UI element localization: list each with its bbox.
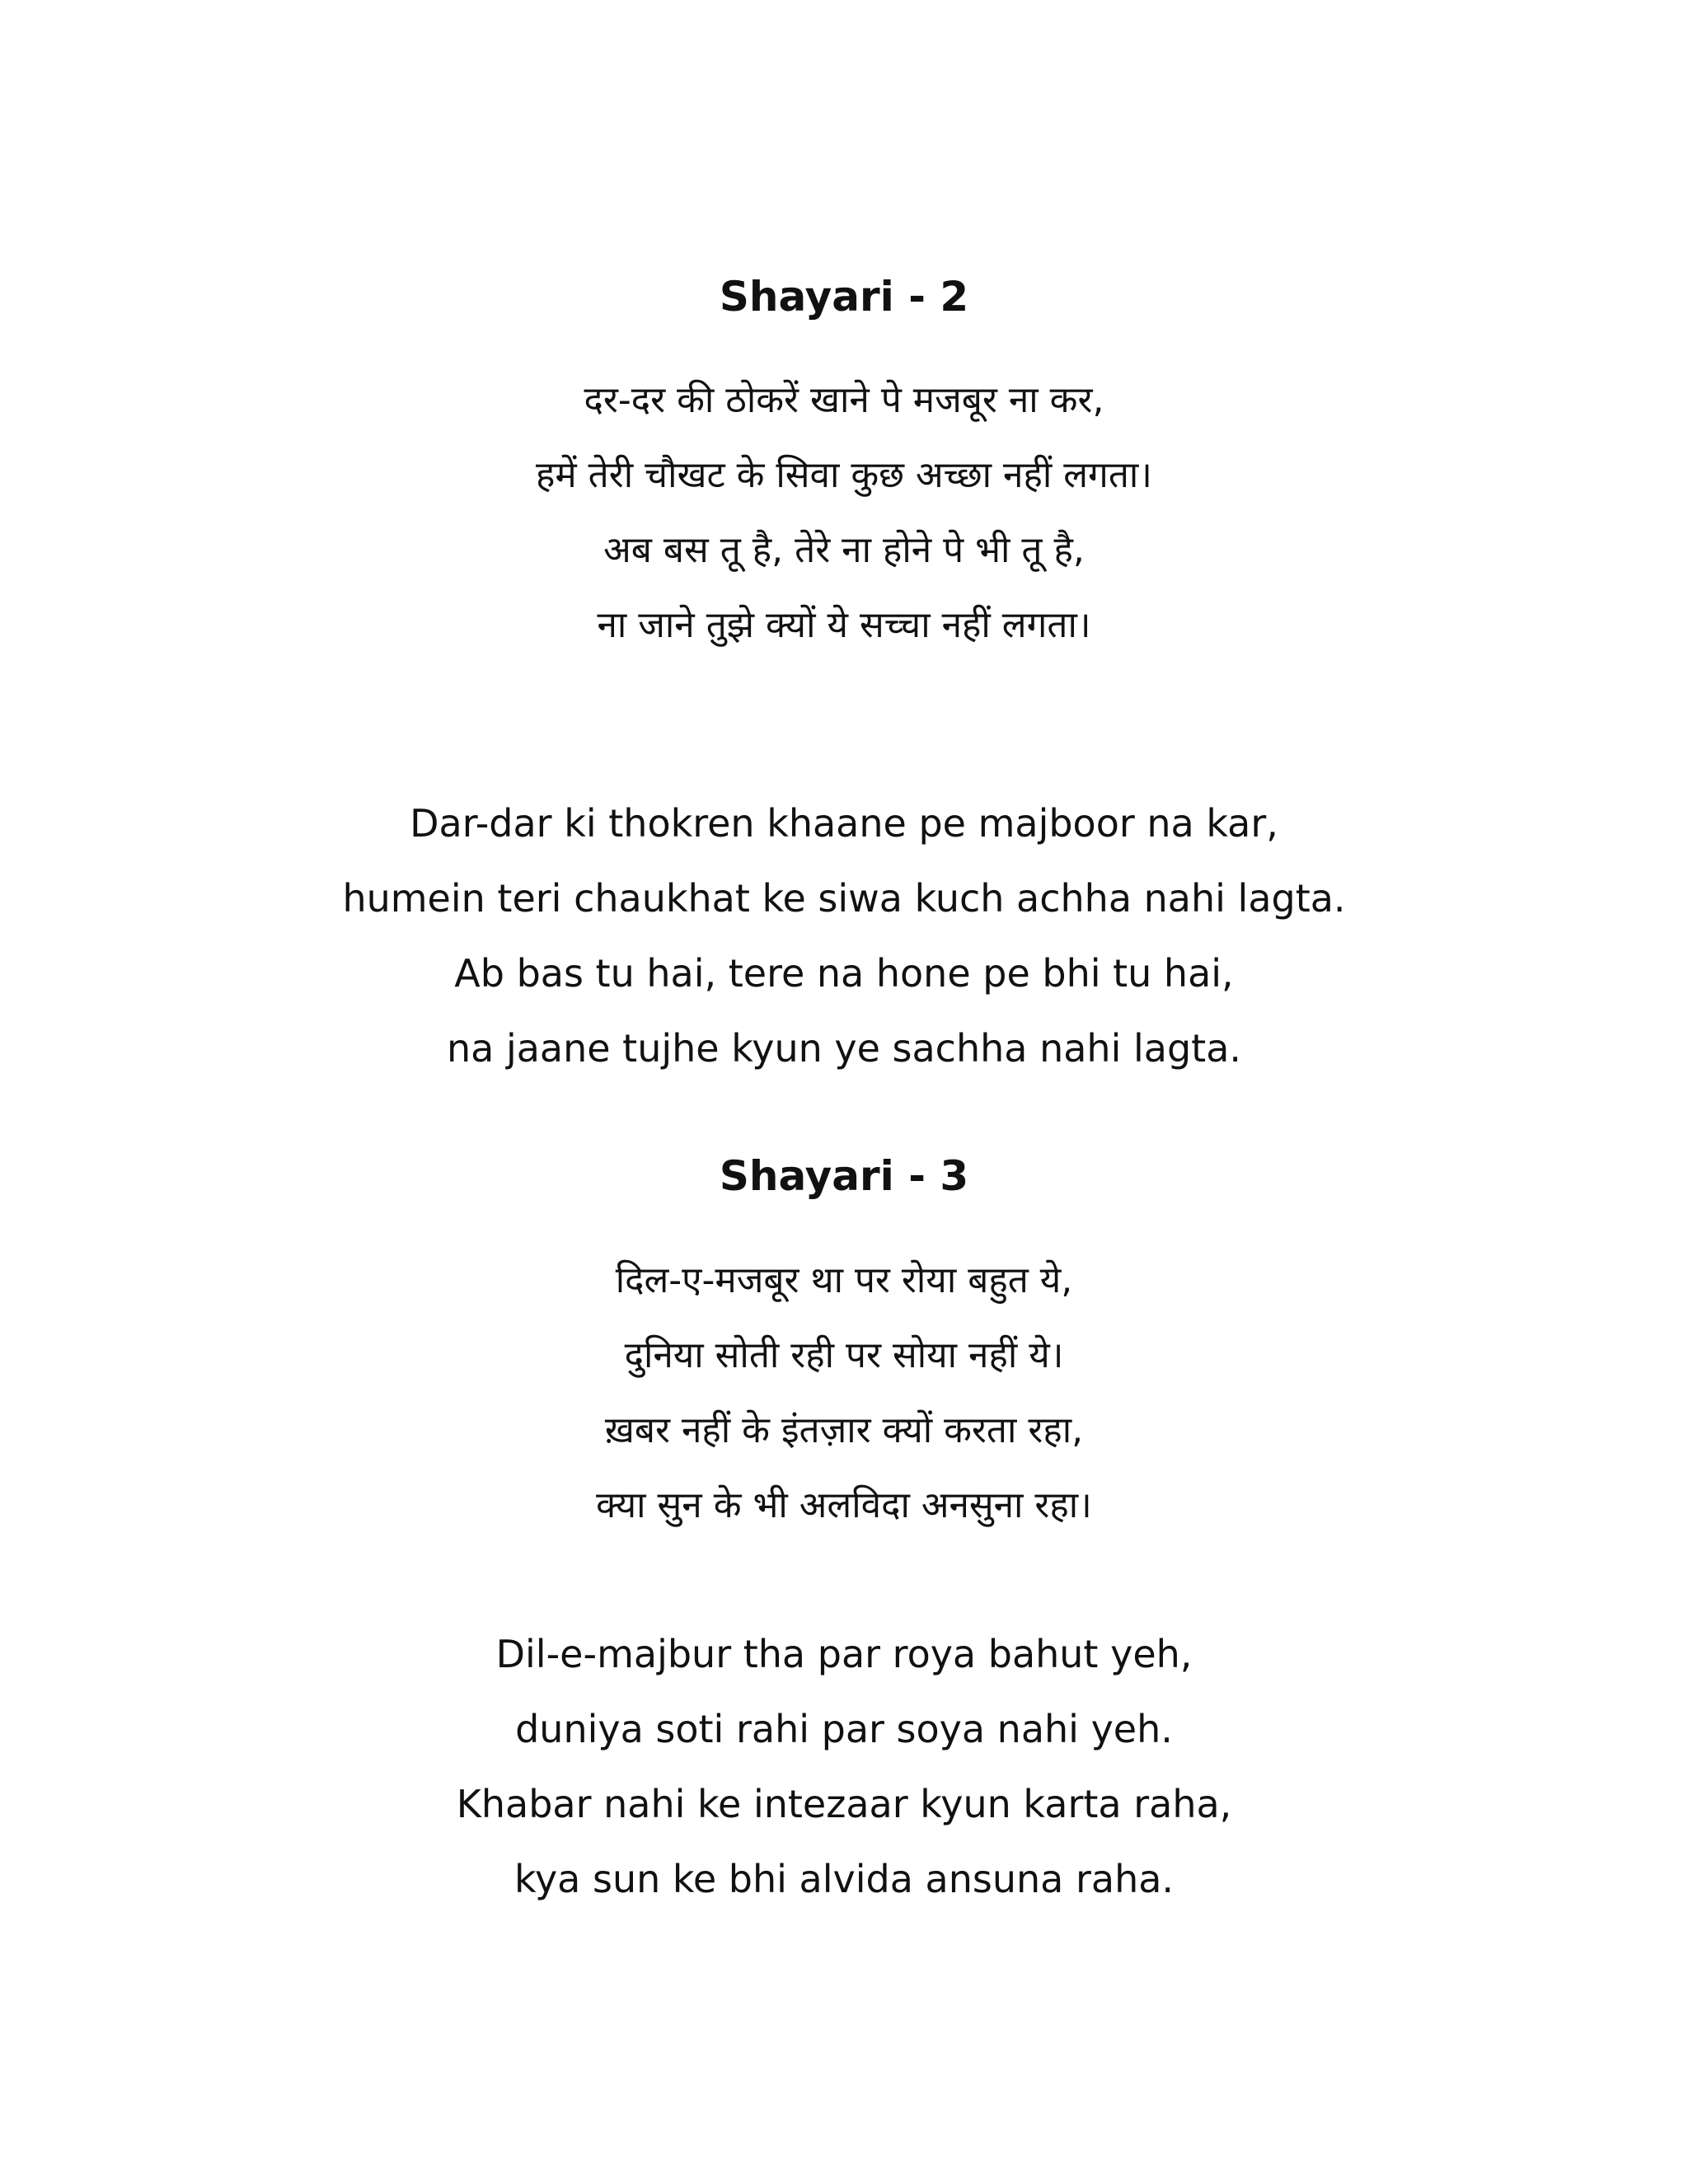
verse-line: ना जाने तुझे क्यों ये सच्चा नहीं लगता। xyxy=(597,604,1091,646)
verse-line: Khabar nahi ke intezaar kyun karta raha, xyxy=(456,1782,1232,1826)
verse-line: दर-दर की ठोकरें खाने पे मजबूर ना कर, xyxy=(584,379,1104,421)
verse-line: na jaane tujhe kyun ye sachha nahi lagta. xyxy=(446,1026,1242,1071)
verse-line: ख़बर नहीं के इंतज़ार क्यों करता रहा, xyxy=(604,1409,1084,1451)
verse-line: Dil-e-majbur tha par roya bahut yeh, xyxy=(495,1632,1193,1676)
section-title-shayari-2: Shayari - 2 xyxy=(719,273,969,321)
verse-line: क्या सुन के भी अलविदा अनसुना रहा। xyxy=(596,1484,1092,1526)
verse-line: दिल-ए-मजबूर था पर रोया बहुत ये, xyxy=(615,1259,1073,1301)
verse-line: kya sun ke bhi alvida ansuna raha. xyxy=(513,1857,1175,1901)
roman-verse-shayari-2 xyxy=(0,786,1688,1086)
verse-line: दुनिया सोती रही पर सोया नहीं ये। xyxy=(624,1334,1064,1376)
verse-line: हमें तेरी चौखट के सिवा कुछ अच्छा नहीं लगता। xyxy=(536,454,1152,496)
roman-verse-shayari-3 xyxy=(0,1617,1688,1917)
hindi-verse-shayari-2 xyxy=(0,363,1688,663)
section-title-shayari-3: Shayari - 3 xyxy=(719,1152,969,1200)
verse-line: humein teri chaukhat ke siwa kuch achha nahi lagta. xyxy=(342,876,1346,921)
verse-line: duniya soti rahi par soya nahi yeh. xyxy=(515,1707,1173,1751)
hindi-verse-shayari-3 xyxy=(0,1243,1688,1543)
verse-line: अब बस तू है, तेरे ना होने पे भी तू है, xyxy=(603,529,1085,571)
verse-line: Ab bas tu hai, tere na hone pe bhi tu hai, xyxy=(454,951,1234,996)
verse-line: Dar-dar ki thokren khaane pe majboor na kar, xyxy=(410,801,1278,846)
